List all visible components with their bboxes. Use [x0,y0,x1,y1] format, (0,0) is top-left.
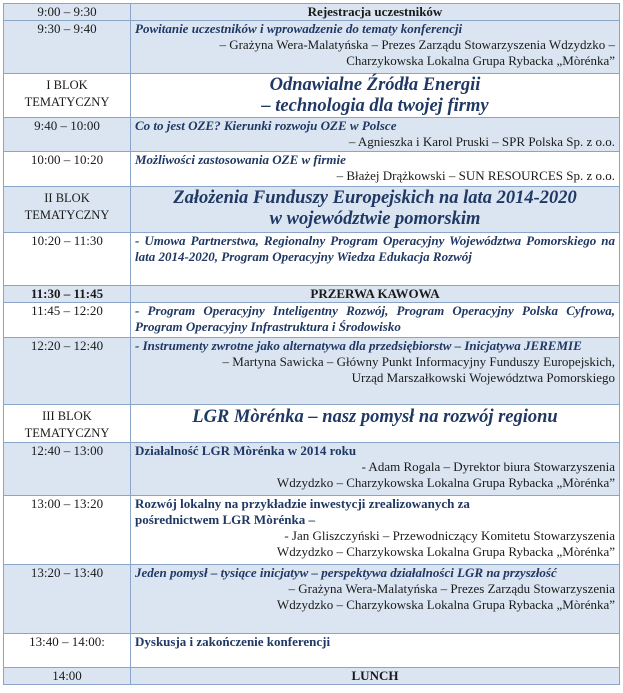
speaker-line: – Agnieszka i Karol Pruski – SPR Polska Sp. z o.o. [348,134,615,149]
block-label [4,74,131,118]
speaker-line: – Grażyna Wera-Malatyńska – Prezes Zarządu Stowarzyszenia Wdzydzko – [219,37,615,52]
agenda-row-oze [4,118,620,152]
speaker-affiliation: Wdzydzko – Charzykowska Lokalna Grupa Rybacka „Mòrénka” [276,475,615,490]
time-cell: 14:00 [4,668,131,685]
speaker-affiliation: Urząd Marszałkowski Województwa Pomorskiego [351,370,615,385]
agenda-row-oze-firm [4,152,620,187]
time-cell: 13:40 – 14:00: [4,634,131,668]
thematic-block-2 [4,187,620,233]
block-title [131,187,620,233]
session-cell [131,443,620,496]
time-cell: 13:20 – 13:40 [4,565,131,634]
agenda-row-programmes [4,303,620,338]
speaker-line: – Martyna Sawicka – Główny Punkt Informacyjny Funduszy Europejskich, [222,354,615,369]
session-title: Rejestracja uczestników [131,4,620,21]
session-cell [131,338,620,405]
block-title-line: – technologia dla twojej firmy [261,96,489,116]
block-title-line: Odnawialne Źródła Energii [269,75,481,95]
block-title [131,405,620,443]
block-label [4,187,131,233]
speaker-affiliation: Wdzydzko – Charzykowska Lokalna Grupa Rybacka „Mòrénka” [276,597,615,612]
block-title-line: w województwie pomorskim [269,209,481,229]
agenda-row-registration [4,4,620,21]
time-cell: 9:30 – 9:40 [4,21,131,74]
agenda-row-coffee-break [4,286,620,303]
speaker-affiliation: Wdzydzko – Charzykowska Lokalna Grupa Rybacka „Mòrénka” [276,544,615,559]
session-title: PRZERWA KAWOWA [131,286,620,303]
session-title: Powitanie uczestników i wprowadzenie do tematy konferencji [135,21,463,36]
session-title: Możliwości zastosowania OZE w firmie [135,152,346,167]
time-cell: 9:00 – 9:30 [4,4,131,21]
session-title: Jeden pomysł – tysiące inicjatyw – perspektywa działalności LGR na przyszłość [135,565,557,580]
block-caption: TEMATYCZNY [24,208,110,222]
session-title: Dyskusja i zakończenie konferencji [131,634,620,668]
session-cell [131,496,620,565]
time-cell: 12:20 – 12:40 [4,338,131,405]
time-cell: 11:30 – 11:45 [4,286,131,303]
agenda-row-activity-2014 [4,443,620,496]
session-cell [131,565,620,634]
speaker-affiliation: Charzykowska Lokalna Grupa Rybacka „Mòrénka” [346,53,615,68]
block-caption: TEMATYCZNY [24,95,110,109]
block-label [4,405,131,443]
agenda-row-jeremie [4,338,620,405]
agenda-row-lunch [4,668,620,685]
speaker-line: – Grażyna Wera-Malatyńska – Prezes Zarządu Stowarzyszenia [288,581,615,596]
session-title: - Umowa Partnerstwa, Regionalny Program Operacyjny Województwa Pomorskiego na lata 2014-2020, Program Operacyjny Wiedza Edukacja Rozwój [131,233,620,286]
agenda-row-partnership [4,233,620,286]
session-cell [131,21,620,74]
speaker-line: - Jan Gliszczyński – Przewodniczący Komitetu Stowarzyszenia [284,528,615,543]
session-cell [131,152,620,187]
block-caption: TEMATYCZNY [24,426,110,440]
block-title-line: LGR Mòrénka – nasz pomysł na rozwój regionu [192,407,558,427]
time-cell: 11:45 – 12:20 [4,303,131,338]
session-title: - Instrumenty zwrotne jako alternatywa dla przedsiębiorstw – Inicjatywa JEREMIE [135,338,582,353]
block-title [131,74,620,118]
block-title-line: Założenia Funduszy Europejskich na lata 2014-2020 [173,188,577,208]
time-cell: 10:20 – 11:30 [4,233,131,286]
session-title: Działalność LGR Mòrénka w 2014 roku [135,443,357,458]
time-cell: 12:40 – 13:00 [4,443,131,496]
block-number: I BLOK [46,78,88,92]
block-number: II BLOK [44,191,90,205]
session-title: - Program Operacyjny Inteligentny Rozwój, Program Operacyjny Polska Cyfrowa, Program Operacyjny Infrastruktura i Środowisko [131,303,620,338]
speaker-line: - Adam Rogala – Dyrektor biura Stowarzyszenia [361,459,615,474]
agenda-table [3,3,620,685]
agenda-row-discussion [4,634,620,668]
session-title: Co to jest OZE? Kierunki rozwoju OZE w Polsce [135,118,397,133]
thematic-block-1 [4,74,620,118]
time-cell: 9:40 – 10:00 [4,118,131,152]
agenda-row-local-development [4,496,620,565]
agenda-row-welcome [4,21,620,74]
block-number: III BLOK [42,409,92,423]
session-title: LUNCH [131,668,620,685]
time-cell: 13:00 – 13:20 [4,496,131,565]
conference-agenda [3,3,620,685]
speaker-line: – Błażej Drążkowski – SUN RESOURCES Sp. z o.o. [336,168,615,183]
session-cell [131,118,620,152]
thematic-block-3 [4,405,620,443]
session-title: Rozwój lokalny na przykładzie inwestycji zrealizowanych za pośrednictwem LGR Mòrénka – [135,496,470,527]
time-cell: 10:00 – 10:20 [4,152,131,187]
agenda-row-perspective [4,565,620,634]
